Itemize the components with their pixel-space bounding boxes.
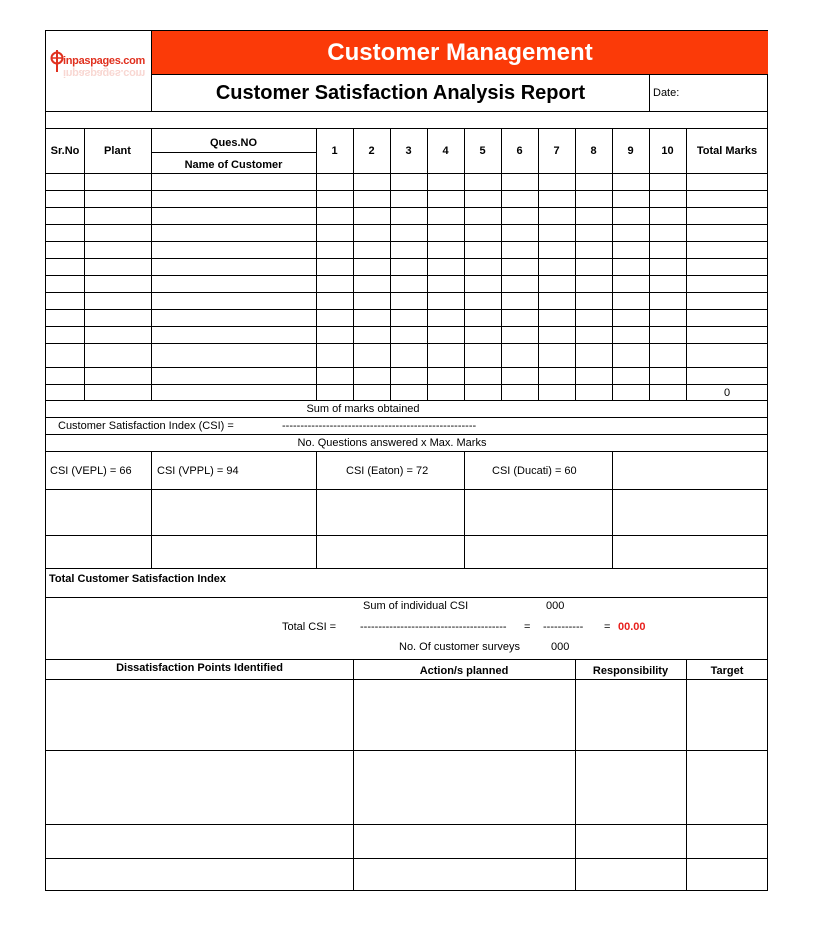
module-title: Customer Management: [152, 31, 768, 74]
col-header-q7: 7: [553, 145, 560, 157]
col-header-ques-no: Ques.NO: [209, 137, 258, 149]
date-label: Date:: [653, 87, 680, 99]
col-header-dissatisfaction-points: Dissatisfaction Points Identified: [116, 662, 283, 674]
table-row: [46, 224, 768, 225]
total-csi-divider: ----------------------------------------: [360, 621, 507, 633]
logo-mark-icon: [50, 49, 64, 73]
table-row: [46, 190, 768, 191]
report-sheet: [45, 30, 768, 891]
table-row: [46, 750, 768, 751]
csi-ducati: CSI (Ducati) = 60: [492, 465, 577, 477]
col-header-customer-name: Name of Customer: [184, 159, 283, 171]
table-row: [46, 858, 768, 859]
date-field[interactable]: [686, 77, 764, 107]
logo-reflection: inpaspages.com: [63, 67, 145, 79]
sum-individual-csi-value: 000: [546, 600, 565, 612]
table-row: [46, 275, 768, 276]
total-marks-value: 0: [723, 387, 731, 399]
col-header-q3: 3: [405, 145, 412, 157]
total-csi-heading: Total Customer Satisfaction Index: [49, 573, 227, 585]
table-row: [46, 309, 768, 310]
customer-surveys-value: 000: [551, 641, 570, 653]
table-row: [46, 207, 768, 208]
col-header-q6: 6: [516, 145, 523, 157]
total-csi-divider-short: -----------: [543, 621, 584, 633]
col-header-responsibility: Responsibility: [592, 665, 669, 677]
report-title: Customer Satisfaction Analysis Report: [215, 81, 586, 104]
total-csi-equals-2: =: [604, 621, 611, 633]
col-header-plant: Plant: [104, 145, 131, 157]
csi-numerator: Sum of marks obtained: [306, 403, 420, 415]
total-csi-label: Total CSI =: [282, 621, 337, 633]
table-row: [46, 343, 768, 344]
customer-surveys-label: No. Of customer surveys: [399, 641, 521, 653]
csi-eaton: CSI (Eaton) = 72: [346, 465, 429, 477]
col-header-q2: 2: [368, 145, 375, 157]
table-row: [46, 258, 768, 259]
col-header-q8: 8: [590, 145, 597, 157]
csi-formula-divider: -----------------------------------------------------: [282, 420, 477, 432]
col-header-target: Target: [710, 665, 744, 677]
table-row: [46, 292, 768, 293]
company-logo: [50, 49, 150, 83]
col-header-total-marks: Total Marks: [696, 145, 758, 157]
total-csi-equals: =: [524, 621, 531, 633]
col-header-q9: 9: [627, 145, 634, 157]
table-row: [46, 384, 768, 385]
csi-denominator: No. Questions answered x Max. Marks: [297, 437, 487, 449]
table-row: [46, 824, 768, 825]
table-row: [46, 367, 768, 368]
col-header-q5: 5: [479, 145, 486, 157]
csi-vepl: CSI (VEPL) = 66: [50, 465, 132, 477]
table-row: [46, 241, 768, 242]
csi-vppl: CSI (VPPL) = 94: [157, 465, 239, 477]
col-header-q10: 10: [661, 145, 674, 157]
csi-formula-label: Customer Satisfaction Index (CSI) =: [58, 420, 234, 432]
col-header-srno: Sr.No: [50, 145, 80, 157]
total-csi-value: 00.00: [618, 621, 646, 633]
logo-text: inpaspages.com: [63, 55, 145, 67]
sum-individual-csi-label: Sum of individual CSI: [363, 600, 469, 612]
table-row: [46, 326, 768, 327]
col-header-q4: 4: [442, 145, 449, 157]
col-header-q1: 1: [331, 145, 338, 157]
col-header-actions-planned: Action/s planned: [419, 665, 509, 677]
